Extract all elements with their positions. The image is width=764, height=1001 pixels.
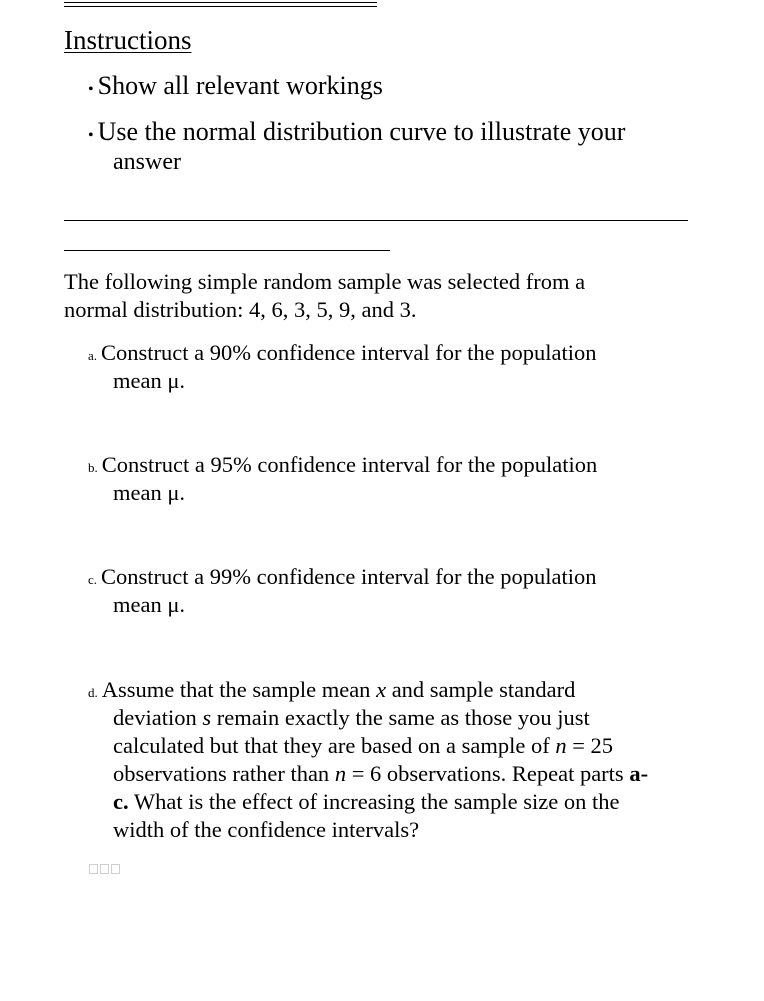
- part-c-marker: c.: [88, 572, 98, 587]
- bullet-item-workings: [88, 70, 383, 106]
- part-d-marker: d.: [88, 685, 98, 700]
- part-b-text-continuation: mean μ.: [113, 480, 186, 505]
- bullet-dot: •: [88, 127, 94, 144]
- answer-line-2: [64, 250, 390, 251]
- bullet-text-continuation: answer: [113, 149, 181, 175]
- part-d: [88, 676, 575, 707]
- bullet-text: Show all relevant workings: [97, 71, 383, 100]
- part-a-text: Construct a 90% confidence interval for the population: [101, 340, 597, 365]
- top-rule-upper: [64, 2, 377, 3]
- instructions-heading: Instructions: [64, 25, 192, 55]
- part-d-line-6: width of the confidence intervals?: [113, 817, 420, 842]
- part-b-text: Construct a 95% confidence interval for the population: [101, 452, 598, 477]
- part-b: [88, 451, 597, 482]
- bullet-text: Use the normal distribution curve to illustrate your: [97, 117, 626, 146]
- top-rule-lower: [64, 6, 377, 7]
- placeholder-box: [89, 864, 98, 874]
- part-a-marker: a.: [88, 348, 98, 363]
- part-d-line-4: observations rather than n = 6 observations. Repeat parts a-: [113, 761, 649, 786]
- part-c-text-continuation: mean μ.: [113, 592, 186, 617]
- part-a: [88, 339, 597, 370]
- part-b-marker: b.: [88, 460, 98, 475]
- placeholder-box: [111, 864, 120, 874]
- part-d-line-5: c. What is the effect of increasing the sample size on the: [113, 789, 620, 814]
- bullet-dot: •: [88, 81, 94, 98]
- missing-glyph-placeholder: [89, 861, 122, 879]
- placeholder-box: [100, 864, 109, 874]
- part-a-text-continuation: mean μ.: [113, 368, 186, 393]
- part-d-line-2: deviation s remain exactly the same as those you just: [113, 705, 590, 730]
- part-c-text: Construct a 99% confidence interval for the population: [101, 564, 597, 589]
- part-d-line-3: calculated but that they are based on a sample of n = 25: [113, 733, 614, 758]
- part-d-line-1: Assume that the sample mean x and sample standard: [101, 677, 576, 702]
- answer-line-1: [64, 220, 688, 221]
- problem-intro-line-2: normal distribution: 4, 6, 3, 5, 9, and 3.: [64, 297, 417, 322]
- problem-intro-line-1: The following simple random sample was selected from a: [64, 269, 586, 294]
- part-c: [88, 563, 597, 594]
